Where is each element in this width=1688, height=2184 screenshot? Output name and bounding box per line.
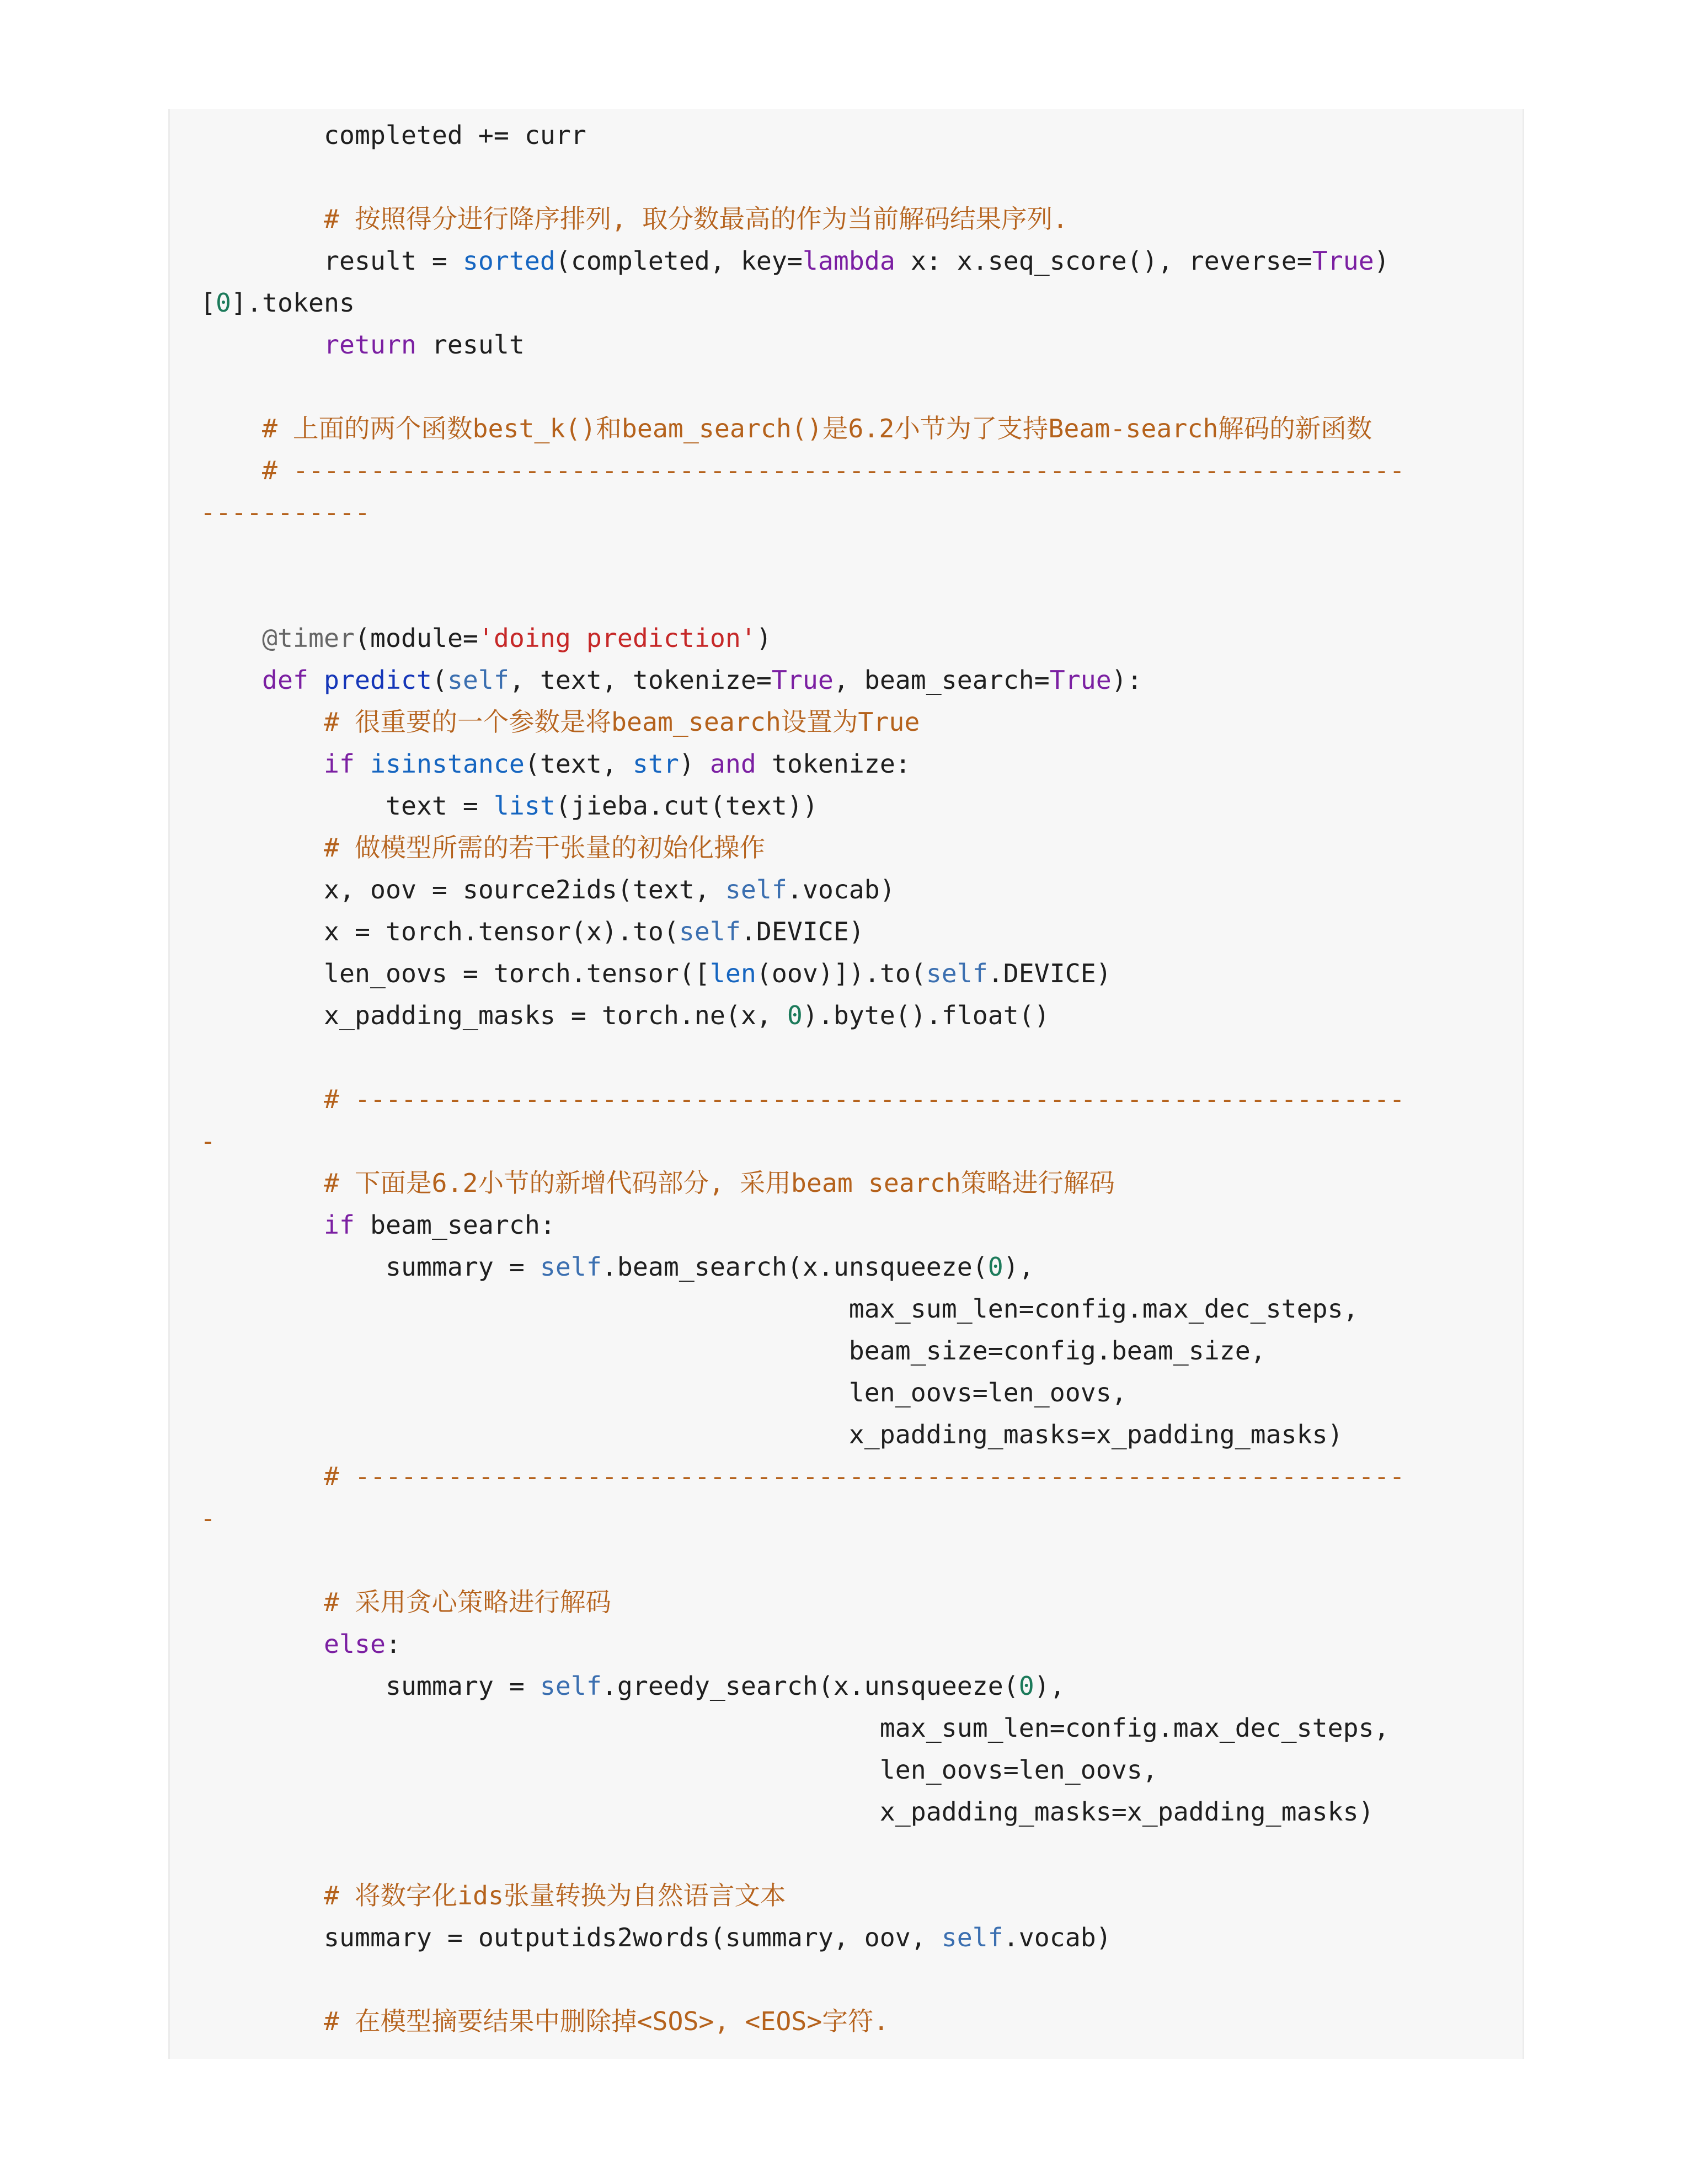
code-line bbox=[200, 952, 1405, 994]
code-line bbox=[200, 240, 1405, 282]
code-token: ): bbox=[1111, 665, 1142, 695]
code-line bbox=[200, 324, 1405, 366]
code-token: ( bbox=[431, 665, 447, 695]
code-token: (oov)]).to( bbox=[756, 959, 926, 988]
code-token bbox=[355, 749, 370, 779]
code-token: len_oovs = torch.tensor([ bbox=[200, 959, 710, 988]
code-token: # 上面的两个函数best_k()和beam_search()是6.2小节为了支持Beam-search解码的新函数 bbox=[200, 414, 1372, 443]
code-token: if bbox=[200, 749, 355, 779]
code-line bbox=[200, 1204, 1405, 1246]
code-token: ) bbox=[679, 749, 710, 779]
code-line bbox=[200, 1246, 1405, 1288]
code-token: # -------------------------------------------------------------------- bbox=[200, 1462, 1405, 1491]
code-token: beam_search: bbox=[354, 1210, 555, 1240]
code-line bbox=[200, 1749, 1405, 1791]
code-token: isinstance bbox=[370, 749, 525, 779]
code-token: self bbox=[926, 959, 988, 988]
code-token: predict bbox=[323, 665, 432, 695]
code-token: max_sum_len=config.max_dec_steps, bbox=[200, 1713, 1390, 1743]
code-line bbox=[200, 1539, 1405, 1581]
code-line bbox=[200, 869, 1405, 911]
code-token: .beam_search(x.unsqueeze( bbox=[601, 1252, 988, 1282]
code-token: result bbox=[416, 330, 525, 360]
code-line bbox=[200, 1875, 1405, 1917]
code-token: def bbox=[200, 665, 308, 695]
code-token: True bbox=[1049, 665, 1112, 695]
code-token: # 采用贪心策略进行解码 bbox=[200, 1587, 611, 1617]
code-token: summary = bbox=[200, 1671, 540, 1701]
code-token: ) bbox=[1374, 246, 1390, 276]
code-line bbox=[200, 617, 1405, 659]
code-token: list bbox=[493, 791, 555, 821]
code-line bbox=[200, 449, 1405, 491]
code-token: , text, tokenize= bbox=[509, 665, 772, 695]
code-token: 0 bbox=[1018, 1671, 1034, 1701]
code-token: @timer bbox=[200, 623, 355, 653]
code-line bbox=[200, 156, 1405, 198]
code-token: 0 bbox=[787, 1000, 803, 1030]
code-token: (text, bbox=[524, 749, 633, 779]
code-token: self bbox=[539, 1671, 602, 1701]
code-token: summary = outputids2words(summary, oov, bbox=[200, 1923, 942, 1952]
code-token: # 下面是6.2小节的新增代码部分, 采用beam search策略进行解码 bbox=[200, 1168, 1115, 1198]
code-line bbox=[200, 1078, 1405, 1120]
code-line bbox=[200, 1623, 1405, 1665]
code-line bbox=[200, 1414, 1405, 1455]
code-line bbox=[200, 114, 1405, 156]
code-line bbox=[200, 1833, 1405, 1875]
code-line bbox=[200, 911, 1405, 952]
code-token: .vocab) bbox=[787, 875, 895, 904]
code-token: x_padding_masks = torch.ne(x, bbox=[200, 1000, 787, 1030]
code-line bbox=[200, 994, 1405, 1036]
code-line bbox=[200, 533, 1405, 575]
code-token: return bbox=[200, 330, 416, 360]
code-token: x = torch.tensor(x).to( bbox=[200, 917, 679, 946]
code-line bbox=[200, 1581, 1405, 1623]
code-token: x_padding_masks=x_padding_masks) bbox=[200, 1797, 1374, 1827]
code-line bbox=[200, 1372, 1405, 1414]
code-line bbox=[200, 1917, 1405, 1958]
code-token: sorted bbox=[462, 246, 555, 276]
code-token: # ------------------------------------------------------------------------ bbox=[200, 456, 1405, 485]
code-token: # -------------------------------------------------------------------- bbox=[200, 1084, 1405, 1114]
code-token: x, oov = source2ids(text, bbox=[200, 875, 725, 904]
code-token: 0 bbox=[987, 1252, 1003, 1282]
code-token: len_oovs=len_oovs, bbox=[200, 1755, 1158, 1785]
code-token: - bbox=[200, 1503, 216, 1533]
code-line bbox=[200, 575, 1405, 617]
code-token: (module= bbox=[354, 623, 478, 653]
code-token: 'doing prediction' bbox=[478, 623, 756, 653]
code-line bbox=[200, 1497, 1405, 1539]
code-line bbox=[200, 366, 1405, 408]
code-token: result = bbox=[200, 246, 463, 276]
code-token: text = bbox=[200, 791, 494, 821]
code-block bbox=[168, 109, 1524, 2059]
code-token: ----------- bbox=[200, 497, 370, 527]
code-token: ), bbox=[1034, 1671, 1065, 1701]
code-token: # 将数字化ids张量转换为自然语言文本 bbox=[200, 1881, 786, 1910]
code-token bbox=[308, 665, 324, 695]
code-token: and bbox=[709, 749, 756, 779]
code-token: summary = bbox=[200, 1252, 540, 1282]
code-line bbox=[200, 1707, 1405, 1749]
code-token: max_sum_len=config.max_dec_steps, bbox=[200, 1294, 1359, 1324]
code-line bbox=[200, 198, 1405, 240]
code-token: .DEVICE) bbox=[740, 917, 864, 946]
code-token: .DEVICE) bbox=[987, 959, 1112, 988]
code-token: ), bbox=[1003, 1252, 1034, 1282]
code-line bbox=[200, 785, 1405, 827]
code-token: , beam_search= bbox=[833, 665, 1050, 695]
code-token: beam_size=config.beam_size, bbox=[200, 1336, 1266, 1366]
code-line bbox=[200, 743, 1405, 785]
code-line bbox=[200, 659, 1405, 701]
code-token: self bbox=[725, 875, 787, 904]
code-line bbox=[200, 408, 1405, 449]
code-token: tokenize: bbox=[756, 749, 911, 779]
code-line bbox=[200, 2000, 1405, 2042]
code-token: ) bbox=[756, 623, 772, 653]
code-line bbox=[200, 1455, 1405, 1497]
code-token: .vocab) bbox=[1003, 1923, 1112, 1952]
code-token: - bbox=[200, 1126, 216, 1156]
code-token: 0 bbox=[216, 288, 231, 318]
code-line bbox=[200, 1288, 1405, 1330]
code-line bbox=[200, 491, 1405, 533]
code-line bbox=[200, 1036, 1405, 1078]
code-token: self bbox=[447, 665, 509, 695]
code-line bbox=[200, 1330, 1405, 1372]
code-line bbox=[200, 827, 1405, 869]
code-token: lambda bbox=[802, 246, 895, 276]
code-token: self bbox=[539, 1252, 602, 1282]
code-token: (jieba.cut(text)) bbox=[555, 791, 818, 821]
code-token: else bbox=[200, 1629, 386, 1659]
code-line bbox=[200, 1162, 1405, 1204]
code-line bbox=[200, 282, 1405, 324]
code-token: # 按照得分进行降序排列, 取分数最高的作为当前解码结果序列. bbox=[200, 204, 1068, 234]
code-token: self bbox=[679, 917, 741, 946]
code-line bbox=[200, 701, 1405, 743]
code-token: x: x.seq_score(), reverse= bbox=[895, 246, 1312, 276]
code-token: True bbox=[771, 665, 834, 695]
code-token: x_padding_masks=x_padding_masks) bbox=[200, 1420, 1343, 1449]
code-token: if bbox=[200, 1210, 355, 1240]
code-token: : bbox=[385, 1629, 401, 1659]
code-line bbox=[200, 1791, 1405, 1833]
code-token: [ bbox=[200, 288, 216, 318]
code-token: # 在模型摘要结果中删除掉<SOS>, <EOS>字符. bbox=[200, 2006, 889, 2036]
code-token: .greedy_search(x.unsqueeze( bbox=[601, 1671, 1019, 1701]
code-listing bbox=[200, 114, 1405, 2042]
code-token: True bbox=[1312, 246, 1374, 276]
code-line bbox=[200, 1958, 1405, 2000]
code-token: # 很重要的一个参数是将beam_search设置为True bbox=[200, 707, 920, 737]
code-token: (completed, key= bbox=[555, 246, 803, 276]
code-token: self bbox=[941, 1923, 1003, 1952]
code-token: # 做模型所需的若干张量的初始化操作 bbox=[200, 833, 765, 863]
code-token: ].tokens bbox=[231, 288, 355, 318]
code-token: str bbox=[632, 749, 679, 779]
code-line bbox=[200, 1120, 1405, 1162]
code-token: len_oovs=len_oovs, bbox=[200, 1378, 1127, 1407]
code-token: completed += curr bbox=[200, 120, 586, 150]
code-token: len bbox=[709, 959, 756, 988]
code-line bbox=[200, 1665, 1405, 1707]
code-token: ).byte().float() bbox=[802, 1000, 1050, 1030]
